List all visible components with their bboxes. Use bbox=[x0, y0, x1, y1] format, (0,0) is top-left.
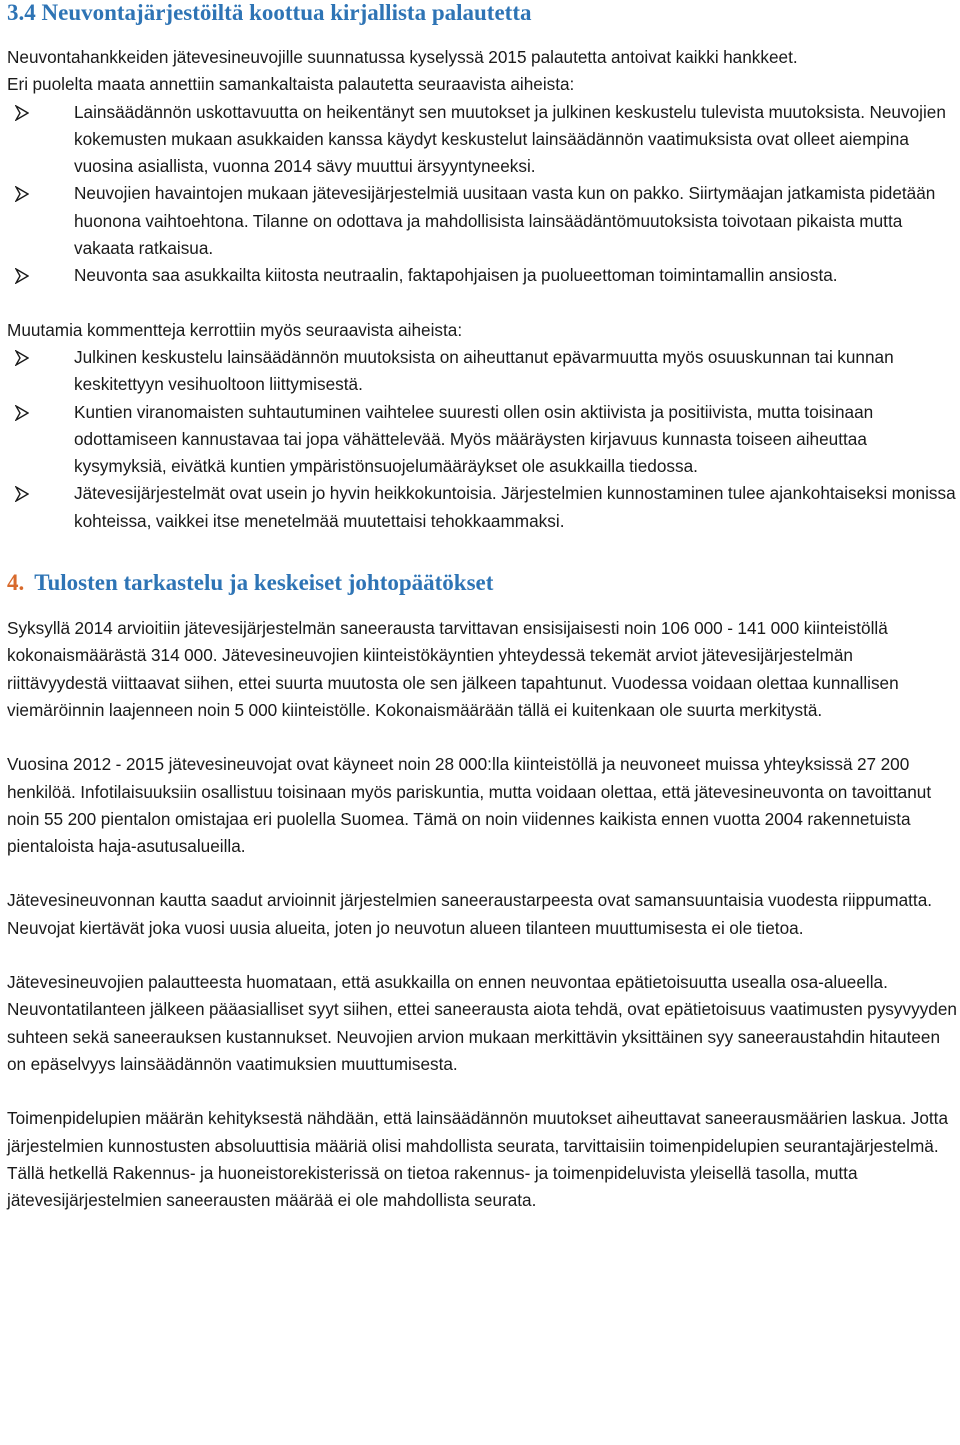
list-item bbox=[7, 99, 957, 181]
paragraph-1: Syksyllä 2014 arvioitiin jätevesijärjestelmän saneerausta tarvittavan ensisijaisesti noin 106 000 - 141 000 kiinteistöllä kokonaismäärästä 314 000. Jätevesineuvojien kiinteistökäyntien yhteydessä tekemät arviot jätevesijärjestelmän riittävyydestä viittaavat siihen, ettei suurta muutosta ole sen jälkeen tapahtunut. Vuodessa voidaan olettaa kunnallisen viemäröinnin laajenneen noin 5 000 kiinteistölle. Kokonaismäärään tällä ei kuitenkaan ole suurta merkitystä. bbox=[7, 618, 899, 720]
list-item-text: Neuvonta saa asukkailta kiitosta neutraalin, faktapohjaisen ja puolueettoman toimintamallin ansiosta. bbox=[74, 265, 838, 286]
section-title: Tulosten tarkastelu ja keskeiset johtopäätökset bbox=[34, 570, 494, 596]
document-page bbox=[7, 0, 957, 1214]
paragraph-2: Vuosina 2012 - 2015 jätevesineuvojat ovat käyneet noin 28 000:lla kiinteistöllä ja neuvoneet muissa yhteyksissä 27 200 henkilöä. Infotilaisuuksiin osallistuu toisinaan myös pariskuntia, mutta voidaan olettaa, että jätevesineuvonta on tavoittanut noin 55 200 pientalon omistajaa eri puolella Suomea. Tämä on noin viidennes kaikista ennen vuotta 2004 rakennetuista pientaloista haja-asutusalueilla. bbox=[7, 754, 932, 857]
list-item-text: Kuntien viranomaisten suhtautuminen vaihtelee suuresti ollen osin aktiivista ja positiivista, mutta toisinaan odottamiseen kannustavaa tai jopa vähättelevää. Myös määräysten kirjavuus kunnasta toiseen aiheuttaa kysymyksiä, eivätkä kuntien ympäristönsuojelumääräykset ole asukkailla tiedossa. bbox=[74, 401, 874, 477]
list-item-text: Neuvojien havaintojen mukaan jätevesijärjestelmiä uusitaan vasta kun on pakko. Siirtymäajan jatkamista pidetään huonona vaihtoehtona. Tilanne on odottava ja mahdollisista lainsäädäntömuutoksista toivotaan pikaista mutta vakaata ratkaisua. bbox=[74, 183, 936, 259]
list-item bbox=[7, 399, 957, 481]
list-item bbox=[7, 480, 957, 535]
arrowhead-bullet-icon bbox=[15, 350, 29, 366]
section-heading-4 bbox=[7, 569, 957, 597]
list-item bbox=[7, 262, 957, 289]
list-item bbox=[7, 180, 957, 262]
arrowhead-bullet-icon bbox=[15, 268, 29, 284]
arrowhead-bullet-icon bbox=[15, 186, 29, 202]
intro-line-1: Neuvontahankkeiden jätevesineuvojille suunnatussa kyselyssä 2015 palautetta antoivat kaikki hankkeet. bbox=[7, 47, 798, 67]
paragraph-4: Jätevesineuvojien palautteesta huomataan, että asukkailla on ennen neuvontaa epätietoisuutta usealla osa-alueella. Neuvontatilanteen jälkeen pääasialliset syyt siihen, ettei saneerausta aiota tehdä, ovat epätietoisuus vaatimusten pysyvyyden suhteen sekä saneerauksen kustannukset. Neuvojien arvion mukaan merkittävin yksittäinen syy saneeraustahdin hitauteen on epäselvyys lainsäädännön vaatimuksien muuttumisesta. bbox=[7, 972, 957, 1074]
arrowhead-bullet-icon bbox=[15, 405, 29, 421]
list-item bbox=[7, 344, 957, 399]
list-item-text: Lainsäädännön uskottavuutta on heikentänyt sen muutokset ja julkinen keskustelu tulevista muutoksista. Neuvojien kokemusten mukaan asukkaiden kanssa käydyt keskustelut lainsäädännön vaatimuksista ovat olleet aiempina vuosina asiallista, vuonna 2014 sävy muuttui ärsyyntyneeksi. bbox=[74, 101, 946, 177]
comments-intro: Muutamia kommentteja kerrottiin myös seuraavista aiheista: bbox=[7, 319, 463, 340]
arrowhead-bullet-icon bbox=[15, 486, 29, 502]
intro-line-2: Eri puolelta maata annettiin samankaltaista palautetta seuraavista aiheista: bbox=[7, 74, 575, 95]
list-item-text: Julkinen keskustelu lainsäädännön muutoksista on aiheuttanut epävarmuutta myös osuuskunnan tai kunnan keskitettyyn vesihuoltoon liittymisestä. bbox=[74, 346, 894, 395]
paragraph-3: Jätevesineuvonnan kautta saadut arvioinnit järjestelmien saneeraustarpeesta ovat samansuuntaisia vuodesta riippumatta. Neuvojat kiertävät joka vuosi uusia alueita, joten jo neuvotun alueen tilanteen muuttumisesta ei ole tietoa. bbox=[7, 890, 933, 938]
feedback-list bbox=[7, 99, 957, 290]
paragraph-5: Toimenpidelupien määrän kehityksestä nähdään, että lainsäädännön muutokset aiheuttavat saneerausmäärien laskua. Jotta järjestelmien kunnostusten absoluuttisia määriä olisi mahdollista seurata, tarvittaisiin toimenpidelupien seurantajärjestelmä. Tällä hetkellä Rakennus- ja huoneistorekisterissä on tietoa rakennus- ja toimenpideluvista yleisellä tasolla, mutta jätevesijärjestelmien saneerausten määrää ei ole mahdollista seurata. bbox=[7, 1108, 949, 1211]
comments-list bbox=[7, 344, 957, 535]
section-heading-3-4: 3.4 Neuvontajärjestöiltä koottua kirjallista palautetta bbox=[7, 0, 532, 25]
section-number: 4. bbox=[7, 570, 25, 596]
list-item-text: Jätevesijärjestelmät ovat usein jo hyvin heikkokuntoisia. Järjestelmien kunnostaminen tulee ajankohtaiseksi monissa kohteissa, vaikkei itse menetelmää muutettaisi tehokkaammaksi. bbox=[74, 483, 956, 531]
arrowhead-bullet-icon bbox=[15, 105, 29, 121]
